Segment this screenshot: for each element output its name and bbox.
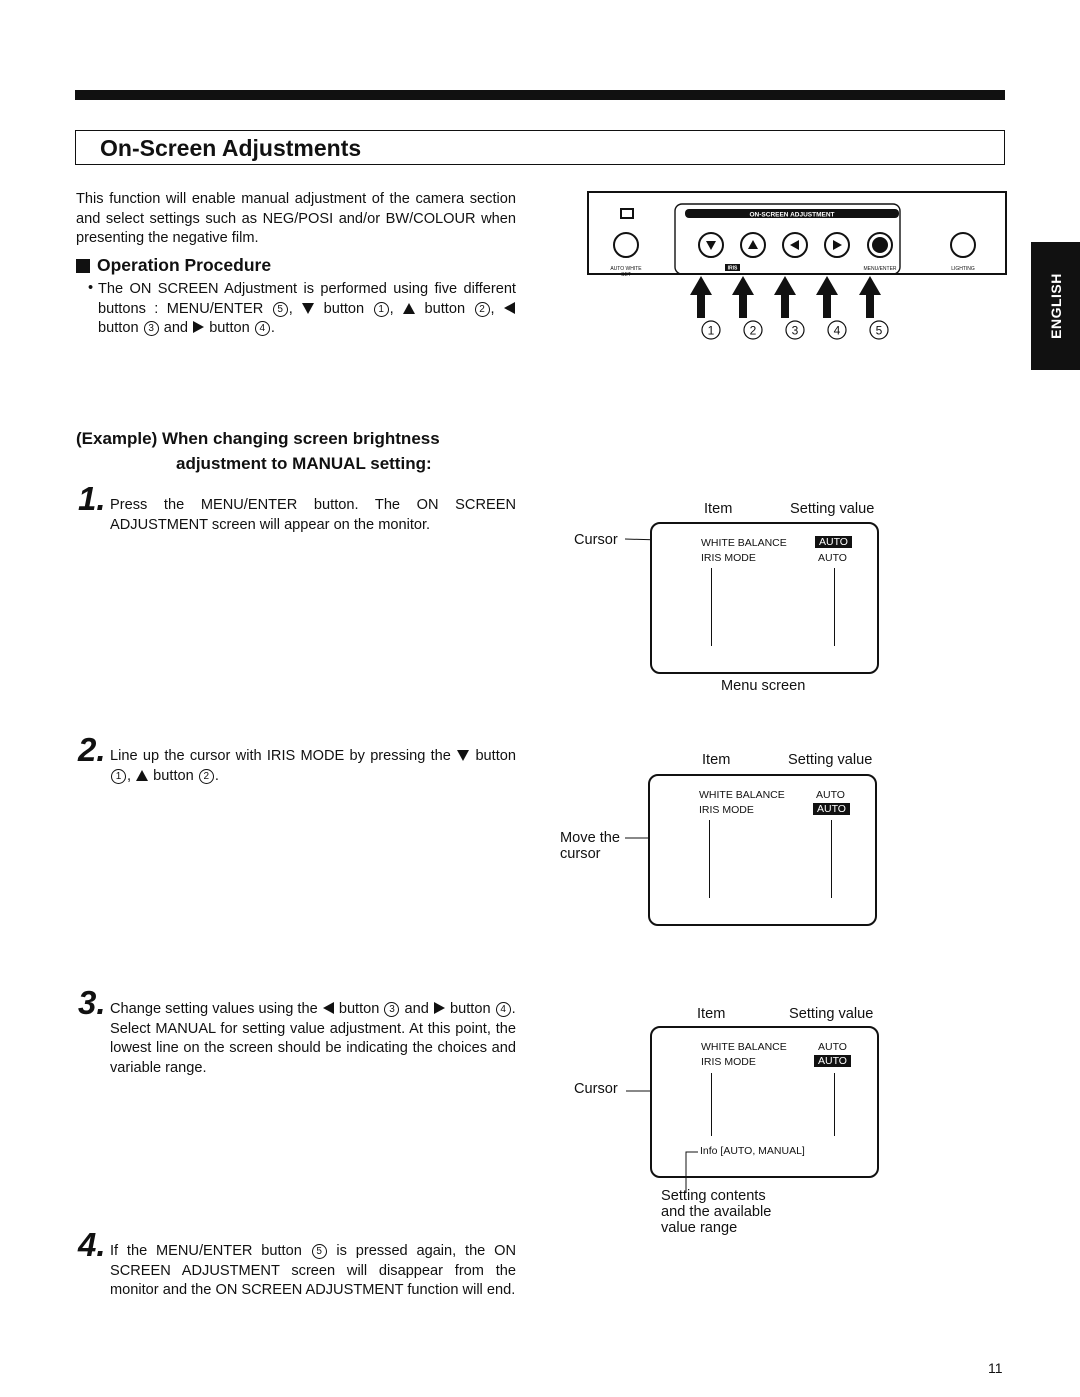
item-column-line [711,568,712,646]
diagram1-caption: Menu screen [721,678,806,694]
example-heading-line1: (Example) When changing screen brightness [76,429,440,448]
square-bullet-icon [76,259,90,273]
down-triangle-icon [457,750,469,761]
row-iris-mode: IRIS MODE [699,804,754,816]
step-3-text: Change setting values using the button 3 and button 4 . Select MANUAL for setting value adjustment. At this point, the lowest line on the screen should be indicating the choices and variable range. [110,1000,516,1078]
down-triangle-icon [302,303,314,314]
diagram1-item-label: Item [704,501,733,517]
item-column-line [709,820,710,898]
step-2-text-c: button [153,767,194,784]
value-column-line [831,820,832,898]
circled-2-icon: 2 [475,302,490,317]
diagram3-item-label: Item [697,1006,726,1022]
callout-1: 1 [707,323,715,338]
row-white-balance: WHITE BALANCE [701,1041,787,1053]
up-triangle-icon [403,303,415,314]
operation-bullet: The ON SCREEN Adjustment is performed using five different buttons : MENU/ENTER 5 , button 1 , button 2 , button 3 and button 4 . [98,281,516,337]
callout-4: 4 [833,323,841,338]
set-label: SET [621,272,631,278]
value-iris-mode-selected: AUTO [814,1055,851,1067]
step-3-text-c: and [404,1001,429,1017]
step-3-text-a: Change setting values using the [110,1001,318,1017]
lighting-button [951,233,975,257]
diagram3-setting-label: Setting value [789,1006,874,1022]
title-box [75,130,1005,165]
row-iris-mode: IRIS MODE [701,1056,756,1068]
auto-white-label: AUTO WHITE [610,266,642,272]
row-white-balance: WHITE BALANCE [699,789,785,801]
circled-2-icon: 2 [199,769,214,784]
bullet-text-f: button [209,320,250,337]
bullet-text-c: button [424,300,466,317]
up-triangle-icon [136,770,148,781]
diagram1-setting-label: Setting value [790,501,875,517]
operation-heading-text: Operation Procedure [97,255,272,275]
diagram2-move-label-2: cursor [560,846,601,862]
step-3-number: 3. [78,984,106,1021]
bullet-text-d: button [98,320,139,337]
step-4-text-a: If the MENU/ENTER button [110,1243,302,1259]
menu-enter-button-center [872,237,888,253]
diagram2-move-label-1: Move the [560,830,621,846]
value-iris-mode-selected: AUTO [813,803,850,815]
circled-4-icon: 4 [496,1002,511,1017]
value-column-line [834,568,835,646]
value-white-balance: AUTO [818,1041,847,1053]
diagram2-setting-label: Setting value [788,752,873,768]
step-4-text [110,1242,516,1301]
step-3-text-d: button [450,1001,491,1017]
pointer-arrows [690,276,881,318]
item-column-line [711,1073,712,1136]
row-iris-mode: IRIS MODE [701,552,756,564]
pointer-arrow-5-icon [859,276,881,318]
circled-1-icon: 1 [111,769,126,784]
diagram3-caption-1: Setting contents [661,1188,766,1204]
value-column-line [834,1073,835,1136]
diagram1-cursor-label: Cursor [574,532,618,548]
iris-label: IRIS [727,265,738,272]
circled-3-icon: 3 [144,321,159,336]
circled-1-icon: 1 [374,302,389,317]
circled-3-icon: 3 [384,1002,399,1017]
page-number: 11 [988,1360,1003,1376]
value-white-balance: AUTO [816,789,845,801]
step-3-text-e: Select MANUAL for setting value adjustment. At this point, the lowest line on the screen should be indicating the choices and variable range. [110,1020,516,1076]
right-triangle-icon [193,321,204,333]
diagram3-caption-2: and the available [661,1204,772,1220]
step-4-number: 4. [78,1226,106,1263]
step-4-text-b: is pressed again, the ON SCREEN ADJUSTMENT screen will disappear from the monitor and the ON SCREEN ADJUSTMENT function will end. [110,1243,516,1299]
left-triangle-icon [323,1002,334,1014]
page-title: On-Screen Adjustments [100,135,362,161]
pointer-arrow-4-icon [816,276,838,318]
left-triangle-icon [504,302,515,314]
indicator-led-icon [621,209,633,218]
menu-enter-label: MENU/ENTER [863,266,897,272]
bullet-dot: • [88,280,94,296]
info-line: Info [AUTO, MANUAL] [700,1145,805,1157]
step-2-text-a: Line up the cursor with IRIS MODE by pressing the [110,748,451,764]
step-3-text-b: button [338,1001,380,1017]
step-2-text: Line up the cursor with IRIS MODE by pressing the button 1 , button 2 . [110,748,517,784]
on-screen-label: ON-SCREEN ADJUSTMENT [749,211,835,219]
diagram2-item-label: Item [702,752,731,768]
callout-3: 3 [791,323,799,338]
pointer-arrow-3-icon [774,276,796,318]
row-white-balance: WHITE BALANCE [701,537,787,549]
bullet-text-e: and [163,320,189,337]
circled-5-icon: 5 [312,1244,327,1259]
example-heading-line2: adjustment to MANUAL setting: [176,454,432,473]
step-2-text-b: button [475,748,517,764]
intro-text: This function will enable manual adjustment of the camera section and select settings such as NEG/POSI and/or BW/COLOUR when presenting the negative film. [76,191,516,247]
step-2-number: 2. [78,731,106,768]
control-panel-illustration [585,190,1010,350]
callout-2: 2 [749,323,757,338]
value-iris-mode: AUTO [818,552,847,564]
circled-4-icon: 4 [255,321,270,336]
pointer-arrow-1-icon [690,276,712,318]
bullet-text-a: The ON SCREEN Adjustment is performed using five different buttons : MENU/ENTER [98,281,516,317]
header-rule [75,90,1005,100]
lighting-label: LIGHTING [951,266,975,272]
language-tab-label-wrap [1031,242,1080,370]
step-1-text: Press the MENU/ENTER button. The ON SCREEN ADJUSTMENT screen will appear on the monitor. [110,497,516,533]
bullet-text-b: button [323,300,365,317]
diagram3-caption-3: value range [661,1220,738,1236]
right-triangle-icon [434,1002,445,1014]
pointer-arrow-2-icon [732,276,754,318]
example-heading [76,426,440,476]
diagram3-cursor-label: Cursor [574,1081,618,1097]
value-white-balance-selected: AUTO [815,536,852,548]
operation-heading [76,255,271,276]
auto-white-button [614,233,638,257]
circled-5-icon: 5 [273,302,288,317]
callout-5: 5 [875,323,883,338]
step-1-number: 1. [78,480,106,517]
language-tab-label: ENGLISH [1047,273,1064,339]
